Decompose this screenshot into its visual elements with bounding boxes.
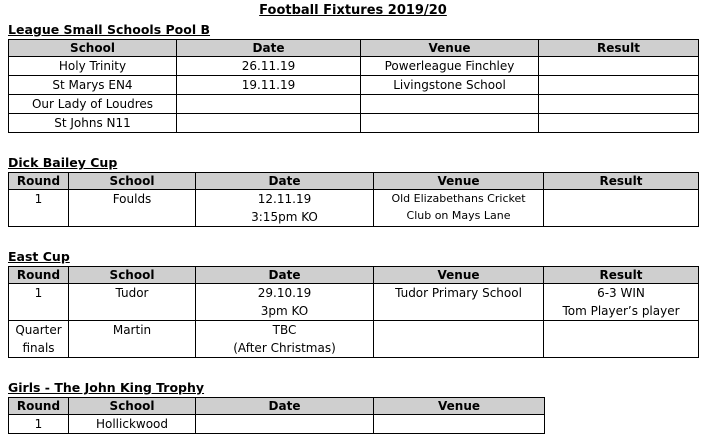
venue-cell: Powerleague Finchley (361, 57, 539, 76)
girls-heading: Girls - The John King Trophy (8, 380, 205, 395)
school-cell: St Johns N11 (9, 114, 177, 133)
venue-cell (374, 415, 545, 434)
school-cell: Hollickwood (69, 415, 196, 434)
date-cell: 29.10.19 3pm KO (196, 284, 374, 321)
table-row (9, 114, 699, 133)
col-header-round: Round (9, 267, 69, 284)
round-cell: Quarter finals (9, 321, 69, 358)
east-cup-heading: East Cup (8, 249, 70, 264)
east-cup-table (8, 266, 699, 358)
date-cell: TBC (After Christmas) (196, 321, 374, 358)
col-header-venue: Venue (374, 398, 545, 415)
col-header-school: School (69, 267, 196, 284)
col-header-school: School (69, 173, 196, 190)
school-cell: St Marys EN4 (9, 76, 177, 95)
table-row (9, 57, 699, 76)
venue-cell: Tudor Primary School (374, 284, 544, 321)
girls-table (8, 397, 545, 434)
table-row (9, 284, 699, 321)
dick-bailey-heading: Dick Bailey Cup (8, 155, 118, 170)
table-row (9, 190, 699, 227)
col-header-venue: Venue (361, 40, 539, 57)
round-cell: 1 (9, 284, 69, 321)
col-header-round: Round (9, 173, 69, 190)
girls-header-row (9, 398, 545, 415)
round-cell: 1 (9, 415, 69, 434)
venue-cell (361, 114, 539, 133)
date-cell: 12.11.19 3:15pm KO (196, 190, 374, 227)
col-header-venue: Venue (374, 173, 544, 190)
result-cell (539, 114, 699, 133)
venue-cell: Old Elizabethans Cricket Club on Mays Lane (374, 190, 544, 227)
result-cell (539, 76, 699, 95)
school-cell: Our Lady of Loudres (9, 95, 177, 114)
result-cell (544, 321, 699, 358)
venue-cell (374, 321, 544, 358)
date-cell (177, 95, 361, 114)
col-header-school: School (9, 40, 177, 57)
col-header-result: Result (544, 173, 699, 190)
col-header-round: Round (9, 398, 69, 415)
school-cell: Foulds (69, 190, 196, 227)
table-row (9, 76, 699, 95)
col-header-venue: Venue (374, 267, 544, 284)
league-table (8, 39, 699, 133)
col-header-school: School (69, 398, 196, 415)
page-title: Football Fixtures 2019/20 (259, 3, 447, 18)
col-header-result: Result (544, 267, 699, 284)
dick-bailey-table (8, 172, 699, 227)
col-header-result: Result (539, 40, 699, 57)
school-cell: Tudor (69, 284, 196, 321)
table-row (9, 95, 699, 114)
col-header-date: Date (177, 40, 361, 57)
school-cell: Holy Trinity (9, 57, 177, 76)
result-cell (539, 57, 699, 76)
round-cell: 1 (9, 190, 69, 227)
col-header-date: Date (196, 173, 374, 190)
result-cell: 6-3 WIN Tom Player’s player (544, 284, 699, 321)
table-row (9, 321, 699, 358)
date-cell (196, 415, 374, 434)
table-row (9, 415, 545, 434)
col-header-date: Date (196, 398, 374, 415)
dick-header-row (9, 173, 699, 190)
league-header-row (9, 40, 699, 57)
east-header-row (9, 267, 699, 284)
venue-cell: Livingstone School (361, 76, 539, 95)
venue-cell (361, 95, 539, 114)
col-header-date: Date (196, 267, 374, 284)
school-cell: Martin (69, 321, 196, 358)
date-cell: 26.11.19 (177, 57, 361, 76)
result-cell (544, 190, 699, 227)
date-cell: 19.11.19 (177, 76, 361, 95)
result-cell (539, 95, 699, 114)
league-heading: League Small Schools Pool B (8, 22, 211, 37)
date-cell (177, 114, 361, 133)
